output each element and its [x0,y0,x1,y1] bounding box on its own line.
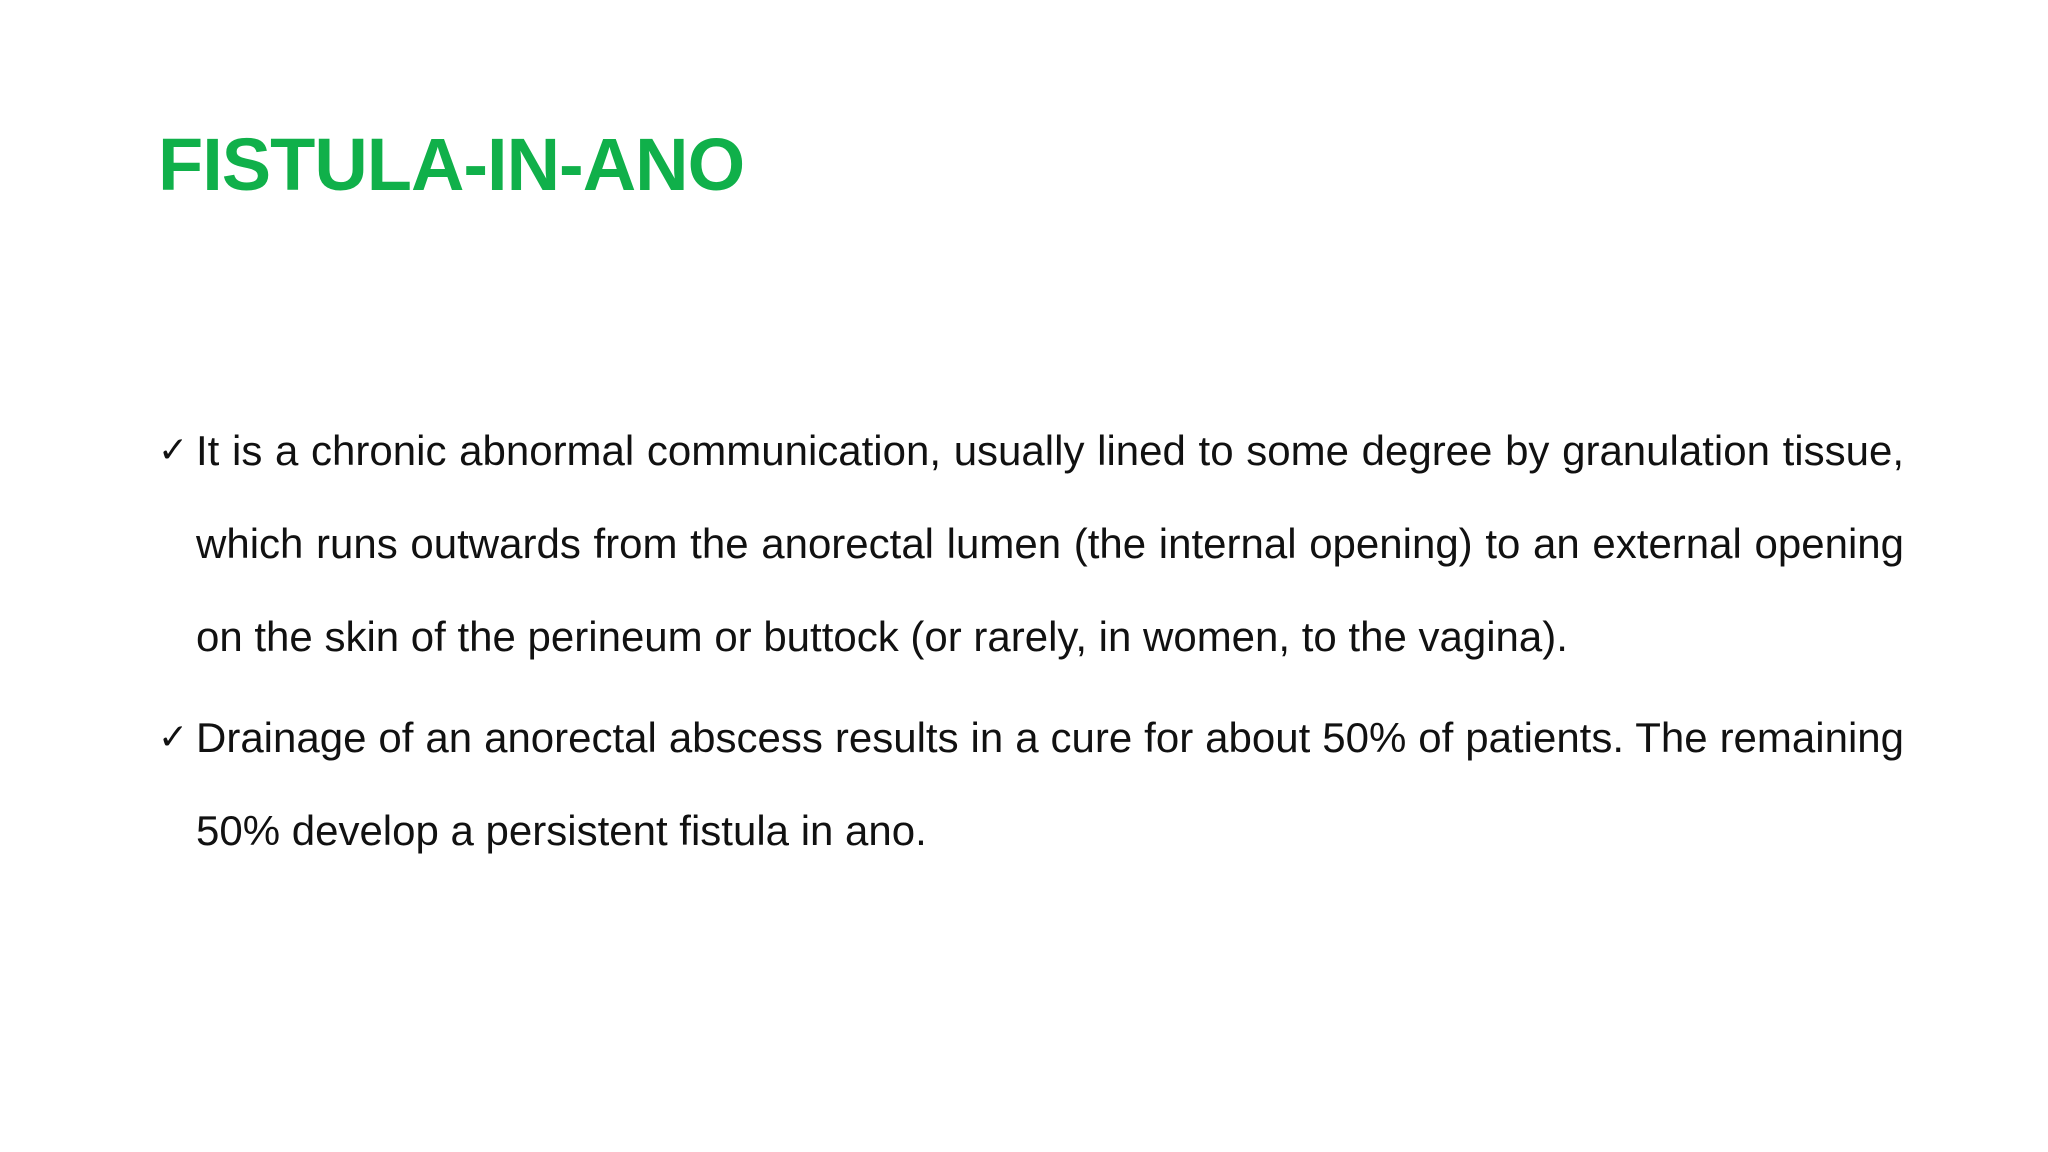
bullet-text: It is a chronic abnormal communication, usually lined to some degree by granulation tissue, which runs outwards from the anorectal lumen (the internal opening) to an external opening on the skin of the perineum or buttock (or rarely, in women, to the vagina). [196,427,1904,660]
bullet-item [158,691,1904,877]
checkmark-icon: ✓ [158,430,189,471]
bullet-item [158,404,1904,683]
checkmark-icon: ✓ [158,717,189,758]
bullet-list [158,404,1904,885]
slide-title: FISTULA-IN-ANO [158,123,745,206]
bullet-text: Drainage of an anorectal abscess results in a cure for about 50% of patients. The remaining 50% develop a persistent fistula in ano. [196,714,1904,854]
